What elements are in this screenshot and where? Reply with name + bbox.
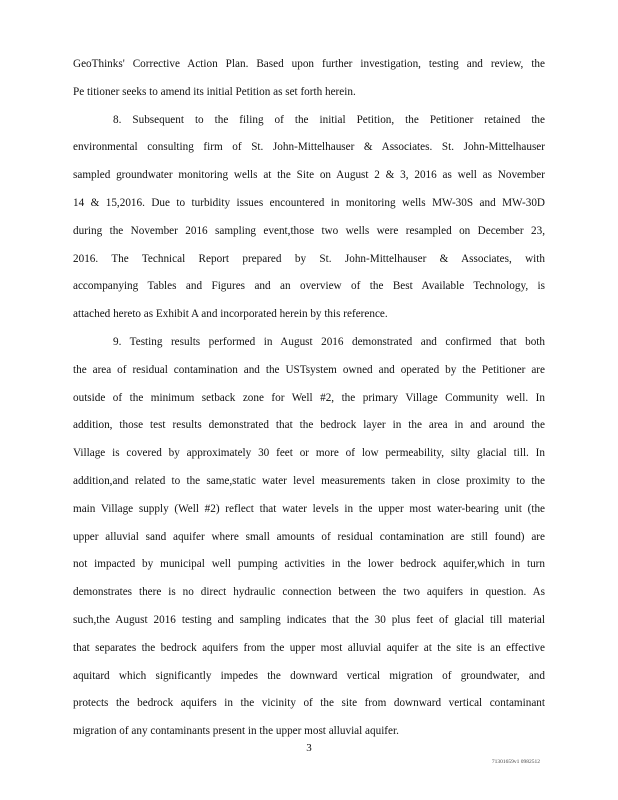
text-line: 8. Subsequent to the filing of the initial Petition, the Petitioner retained the <box>113 113 545 126</box>
text-line: 9. Testing results performed in August 2016 demonstrated and confirmed that both <box>113 335 545 348</box>
text-line: accompanying Tables and Figures and an overview of the Best Available Technology, is <box>73 280 545 293</box>
paragraph <box>73 329 545 746</box>
text-line: Village is covered by approximately 30 feet or more of low permeability, silty glacial till. In <box>73 447 545 460</box>
text-line: upper alluvial sand aquifer where small amounts of residual contamination are still found) are <box>73 530 545 543</box>
text-line: protects the bedrock aquifers in the vicinity of the site from downward vertical contaminant <box>73 697 545 710</box>
text-line: sampled groundwater monitoring wells at the Site on August 2 & 3, 2016 as well as November <box>73 169 545 182</box>
text-line: addition, those test results demonstrated that the bedrock layer in the area in and around the <box>73 419 545 432</box>
text-line: demonstrates there is no direct hydraulic connection between the two aquifers in question. As <box>73 586 545 599</box>
paragraph <box>73 107 545 329</box>
document-id-footer: 71301659v1 0982512 <box>491 759 540 765</box>
text-line: GeoThinks' Corrective Action Plan. Based upon further investigation, testing and review, the <box>73 58 545 70</box>
text-line: that separates the bedrock aquifers from the upper most alluvial aquifer at the site is an effective <box>73 641 545 654</box>
page-number: 3 <box>306 742 312 754</box>
text-line: main Village supply (Well #2) reflect that water levels in the upper most water-bearing unit (the <box>73 502 545 515</box>
text-line: environmental consulting firm of St. John-Mittelhauser & Associates. St. John-Mittelhauser <box>73 141 545 154</box>
text-line: migration of any contaminants present in the upper most alluvial aquifer. <box>73 725 399 738</box>
document-body <box>73 51 545 746</box>
text-line: the area of residual contamination and the USTsystem owned and operated by the Petitioner are <box>73 363 545 376</box>
text-line: attached hereto as Exhibit A and incorporated herein by this reference. <box>73 308 388 321</box>
text-line: 14 & 15,2016. Due to turbidity issues encountered in monitoring wells MW-30S and MW-30D <box>73 196 545 209</box>
text-line: outside of the minimum setback zone for Well #2, the primary Village Community well. In <box>73 391 545 404</box>
text-line: not impacted by municipal well pumping activities in the lower bedrock aquifer,which in turn <box>73 558 545 571</box>
text-line: Pe titioner seeks to amend its initial Petition as set forth herein. <box>73 85 356 98</box>
text-line: 2016. The Technical Report prepared by St. John-Mittelhauser & Associates, with <box>73 252 545 265</box>
text-line: during the November 2016 sampling event,those two wells were resampled on December 23, <box>73 224 545 237</box>
text-line: such,the August 2016 testing and sampling indicates that the 30 plus feet of glacial till material <box>73 613 545 626</box>
paragraph <box>73 51 545 107</box>
text-line: addition,and related to the same,static water level measurements taken in close proximity to the <box>73 474 545 487</box>
text-line: aquitard which significantly impedes the downward vertical migration of groundwater, and <box>73 669 545 682</box>
